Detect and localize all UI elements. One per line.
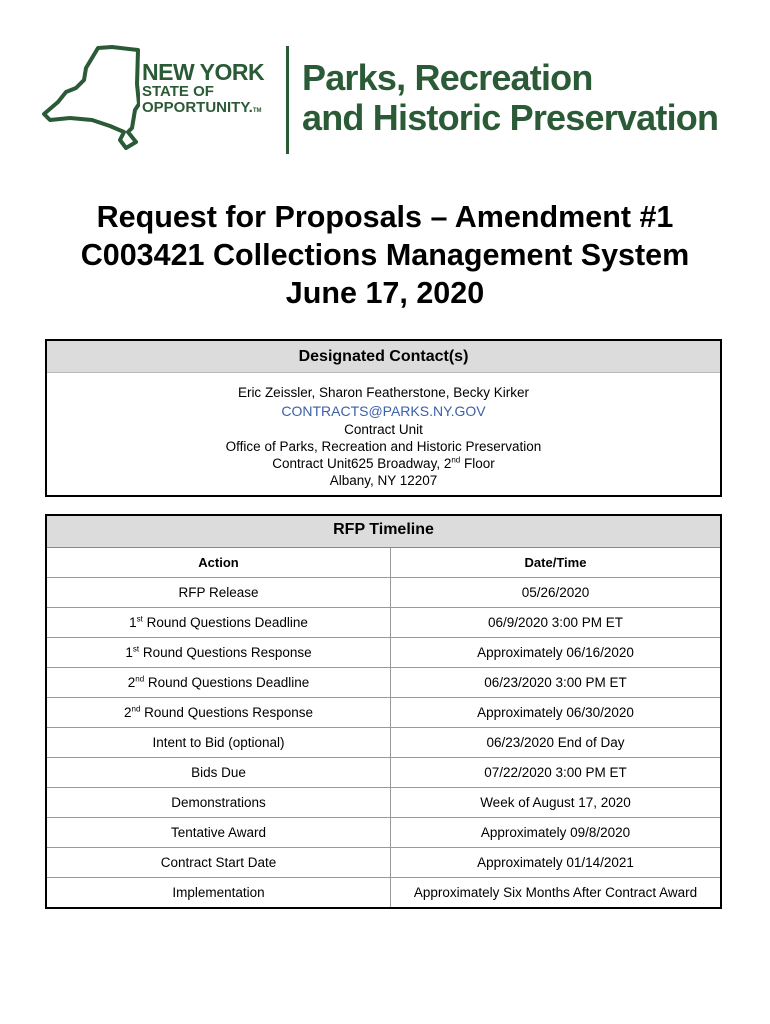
action-cell: Implementation [47, 878, 391, 908]
title-line2: C003421 Collections Management System [80, 238, 690, 272]
action-cell: Intent to Bid (optional) [47, 728, 391, 758]
table-row [47, 638, 720, 668]
new-york-state-outline-icon [40, 44, 140, 154]
date-cell: Week of August 17, 2020 [391, 788, 721, 818]
timeline-heading: RFP Timeline [47, 516, 720, 548]
action-cell: Tentative Award [47, 818, 391, 848]
ny-state-line1: STATE OF [142, 83, 214, 100]
ny-state-line2: OPPORTUNITY.TM [142, 99, 262, 116]
table-row [47, 848, 720, 878]
table-row [47, 668, 720, 698]
date-cell: 06/23/2020 3:00 PM ET [391, 668, 721, 698]
designated-contacts-box [45, 339, 722, 497]
contacts-heading: Designated Contact(s) [47, 341, 720, 373]
action-cell: Contract Start Date [47, 848, 391, 878]
date-cell: Approximately 01/14/2021 [391, 848, 721, 878]
column-header-action: Action [47, 548, 391, 578]
action-cell: Bids Due [47, 758, 391, 788]
contact-names: Eric Zeissler, Sharon Featherstone, Becky Kirker [237, 385, 530, 400]
action-cell: RFP Release [47, 578, 391, 608]
date-cell: Approximately 09/8/2020 [391, 818, 721, 848]
contacts-body [47, 373, 720, 489]
agency-line2: and Historic Preservation [302, 97, 719, 138]
date-cell: Approximately 06/30/2020 [391, 698, 721, 728]
table-row [47, 728, 720, 758]
contact-unit: Contract Unit [344, 422, 423, 437]
agency-name [302, 58, 718, 138]
title-line3: June 17, 2020 [285, 276, 485, 310]
table-row [47, 698, 720, 728]
date-cell: 05/26/2020 [391, 578, 721, 608]
contact-office: Office of Parks, Recreation and Historic Preservation [225, 439, 542, 454]
table-row [47, 818, 720, 848]
action-cell: Demonstrations [47, 788, 391, 818]
page-header [40, 40, 740, 160]
contact-email-link[interactable]: CONTRACTS@PARKS.NY.GOV [281, 403, 486, 419]
date-cell: Approximately Six Months After Contract Award [391, 878, 721, 908]
title-line1: Request for Proposals – Amendment #1 [96, 200, 674, 234]
date-cell: Approximately 06/16/2020 [391, 638, 721, 668]
table-row [47, 788, 720, 818]
date-cell: 07/22/2020 3:00 PM ET [391, 758, 721, 788]
contact-address: Contract Unit625 Broadway, 2nd Floor [272, 455, 495, 471]
table-row [47, 878, 720, 908]
document-title [0, 198, 770, 312]
action-cell: 1st Round Questions Deadline [47, 608, 391, 638]
table-row [47, 758, 720, 788]
action-cell: 2nd Round Questions Response [47, 698, 391, 728]
rfp-timeline-box [45, 514, 722, 909]
date-cell: 06/23/2020 End of Day [391, 728, 721, 758]
ny-logo-text [142, 60, 264, 119]
action-cell: 2nd Round Questions Deadline [47, 668, 391, 698]
contact-city: Albany, NY 12207 [329, 473, 438, 488]
column-header-date: Date/Time [524, 555, 587, 570]
logo-divider [286, 46, 289, 154]
ny-name: NEW YORK [142, 59, 265, 85]
date-cell: 06/9/2020 3:00 PM ET [391, 608, 721, 638]
timeline-header-row [47, 548, 720, 578]
timeline-table [47, 548, 720, 907]
action-cell: 1st Round Questions Response [47, 638, 391, 668]
table-row [47, 578, 720, 608]
agency-line1: Parks, Recreation [302, 57, 593, 98]
table-row [47, 608, 720, 638]
